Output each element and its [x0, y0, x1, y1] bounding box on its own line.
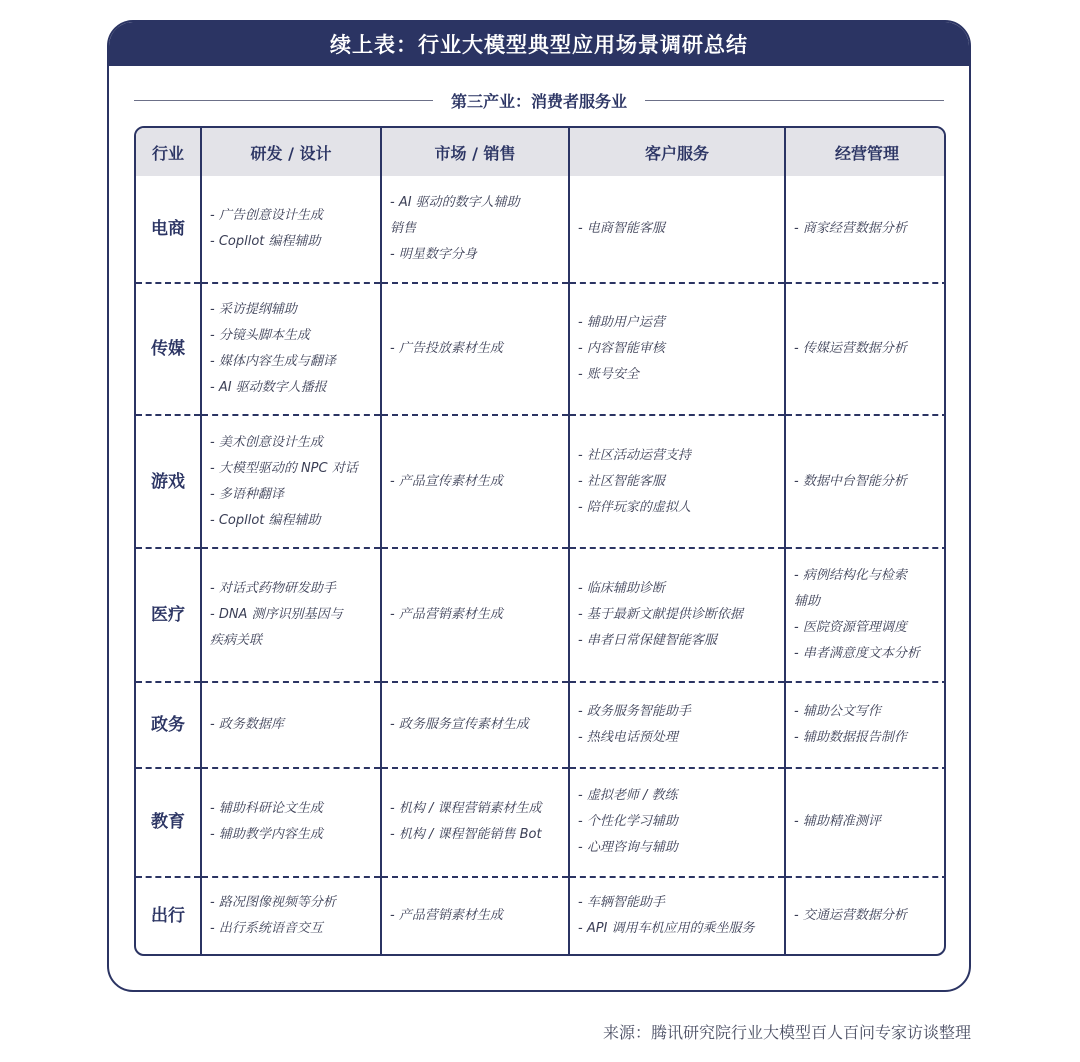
list-item: - 对话式药物研发助手 — [210, 580, 336, 596]
industry-cell: 游戏 — [136, 415, 201, 548]
list-item: - 多语种翻译 — [210, 486, 284, 502]
industry-cell: 教育 — [136, 768, 201, 877]
research-cell — [201, 548, 381, 682]
research-cell — [201, 768, 381, 877]
list-item: - 陪伴玩家的虚拟人 — [578, 499, 691, 515]
market-cell — [381, 877, 569, 954]
management-cell — [785, 877, 946, 954]
list-item: - 媒体内容生成与翻译 — [210, 353, 336, 369]
industry-cell: 出行 — [136, 877, 201, 954]
column-header-management: 经营管理 — [785, 128, 946, 176]
list-item: - 广告创意设计生成 — [210, 207, 323, 223]
table-row — [136, 176, 946, 283]
list-item: - 账号安全 — [578, 366, 639, 382]
list-item: - 串者日常保健智能客服 — [578, 632, 717, 648]
scenario-table — [136, 128, 946, 954]
table-row — [136, 415, 946, 548]
column-header-market: 市场 / 销售 — [381, 128, 569, 176]
list-item: - 美术创意设计生成 — [210, 434, 323, 450]
market-cell — [381, 682, 569, 768]
industry-cell: 传媒 — [136, 283, 201, 416]
list-item: - 车辆智能助手 — [578, 894, 665, 910]
list-item: 疾病关联 — [210, 632, 263, 648]
list-item: - 辅助公文写作 — [794, 703, 881, 719]
column-header-service: 客户服务 — [569, 128, 785, 176]
research-cell — [201, 283, 381, 416]
list-item: - 机构 / 课程智能销售 Bot — [390, 827, 542, 843]
list-item: - 传媒运营数据分析 — [794, 340, 907, 356]
divider-left — [134, 100, 433, 101]
management-cell — [785, 415, 946, 548]
list-item: - 辅助教学内容生成 — [210, 827, 323, 843]
list-item: - 广告投放素材生成 — [390, 340, 503, 356]
management-cell — [785, 283, 946, 416]
research-cell — [201, 176, 381, 283]
list-item: - 出行系统语音交互 — [210, 920, 323, 936]
list-item: - Copllot 编程辅助 — [210, 233, 321, 249]
market-cell — [381, 283, 569, 416]
table-row — [136, 682, 946, 768]
market-cell — [381, 176, 569, 283]
source-note: 来源：腾讯研究院行业大模型百人百问专家访谈整理 — [602, 1023, 971, 1042]
market-cell — [381, 548, 569, 682]
column-header-research: 研发 / 设计 — [201, 128, 381, 176]
management-cell — [785, 548, 946, 682]
management-cell — [785, 768, 946, 877]
list-item: - 内容智能审核 — [578, 340, 665, 356]
market-cell — [381, 415, 569, 548]
column-header-industry: 行业 — [136, 128, 201, 176]
list-item: - 临床辅助诊断 — [578, 580, 665, 596]
industry-cell: 电商 — [151, 218, 185, 239]
scenario-table-wrapper — [134, 126, 946, 956]
list-item: - 路况图像视频等分析 — [210, 894, 336, 910]
list-item: - 大模型驱动的 NPC 对话 — [210, 460, 358, 476]
research-cell — [201, 877, 381, 954]
list-item: - 产品营销素材生成 — [390, 606, 503, 622]
service-cell — [569, 283, 785, 416]
market-cell — [381, 768, 569, 877]
list-item: - 分镜头脚本生成 — [210, 327, 310, 343]
list-item: - DNA 测序识别基因与 — [210, 606, 343, 622]
list-item: - Copllot 编程辅助 — [210, 512, 321, 528]
card-title: 续上表：行业大模型典型应用场景调研总结 — [109, 22, 969, 66]
list-item: - 辅助科研论文生成 — [210, 801, 323, 817]
list-item: - API 调用车机应用的乘坐服务 — [578, 920, 755, 936]
list-item: - AI 驱动的数字人辅助 — [390, 194, 520, 210]
list-item: - 明星数字分身 — [390, 246, 477, 262]
service-cell — [569, 415, 785, 548]
list-item: - 医院资源管理调度 — [794, 619, 907, 635]
list-item: - 辅助用户运营 — [578, 314, 665, 330]
list-item: - 基于最新文献提供诊断依据 — [578, 606, 743, 622]
table-row — [136, 548, 946, 682]
table-row — [136, 768, 946, 877]
list-item: - 社区智能客服 — [578, 473, 665, 489]
list-item: - 政务服务宣传素材生成 — [390, 716, 529, 732]
divider-right — [645, 100, 944, 101]
list-item: - 采访提纲辅助 — [210, 301, 297, 317]
industry-cell: 政务 — [136, 682, 201, 768]
section-subtitle: 第三产业：消费者服务业 — [451, 91, 628, 111]
list-item: - 社区活动运营支持 — [578, 447, 691, 463]
list-item: - 政务服务智能助手 — [578, 703, 691, 719]
list-item: - 个性化学习辅助 — [578, 814, 678, 830]
summary-card — [107, 20, 971, 992]
list-item: 销售 — [390, 220, 417, 236]
table-body — [136, 176, 946, 954]
research-cell — [201, 415, 381, 548]
research-cell — [201, 682, 381, 768]
list-item: - 辅助数据报告制作 — [794, 729, 907, 745]
list-item: - AI 驱动数字人播报 — [210, 379, 327, 395]
table-header-row — [136, 128, 946, 176]
list-item: - 商家经营数据分析 — [794, 220, 907, 236]
management-cell — [785, 682, 946, 768]
list-item: - 数据中台智能分析 — [794, 473, 907, 489]
list-item: - 电商智能客服 — [578, 220, 665, 236]
list-item: - 病例结构化与检索 — [794, 567, 907, 583]
list-item: - 虚拟老师 / 教练 — [578, 788, 678, 804]
list-item: - 机构 / 课程营销素材生成 — [390, 801, 542, 817]
service-cell — [569, 682, 785, 768]
table-row — [136, 283, 946, 416]
section-subtitle-row — [134, 84, 944, 116]
industry-cell: 医疗 — [136, 548, 201, 682]
list-item: - 交通运营数据分析 — [794, 907, 907, 923]
list-item: - 产品营销素材生成 — [390, 907, 503, 923]
list-item: - 产品宣传素材生成 — [390, 473, 503, 489]
list-item: 辅助 — [794, 593, 821, 609]
table-row — [136, 877, 946, 954]
list-item: - 心理咨询与辅助 — [578, 840, 678, 856]
service-cell — [569, 548, 785, 682]
service-cell — [569, 768, 785, 877]
service-cell — [569, 877, 785, 954]
management-cell — [785, 176, 946, 283]
list-item: - 串者满意度文本分析 — [794, 645, 920, 661]
list-item: - 辅助精准测评 — [794, 814, 881, 830]
list-item: - 热线电话预处理 — [578, 729, 678, 745]
list-item: - 政务数据库 — [210, 716, 284, 732]
service-cell — [569, 176, 785, 283]
